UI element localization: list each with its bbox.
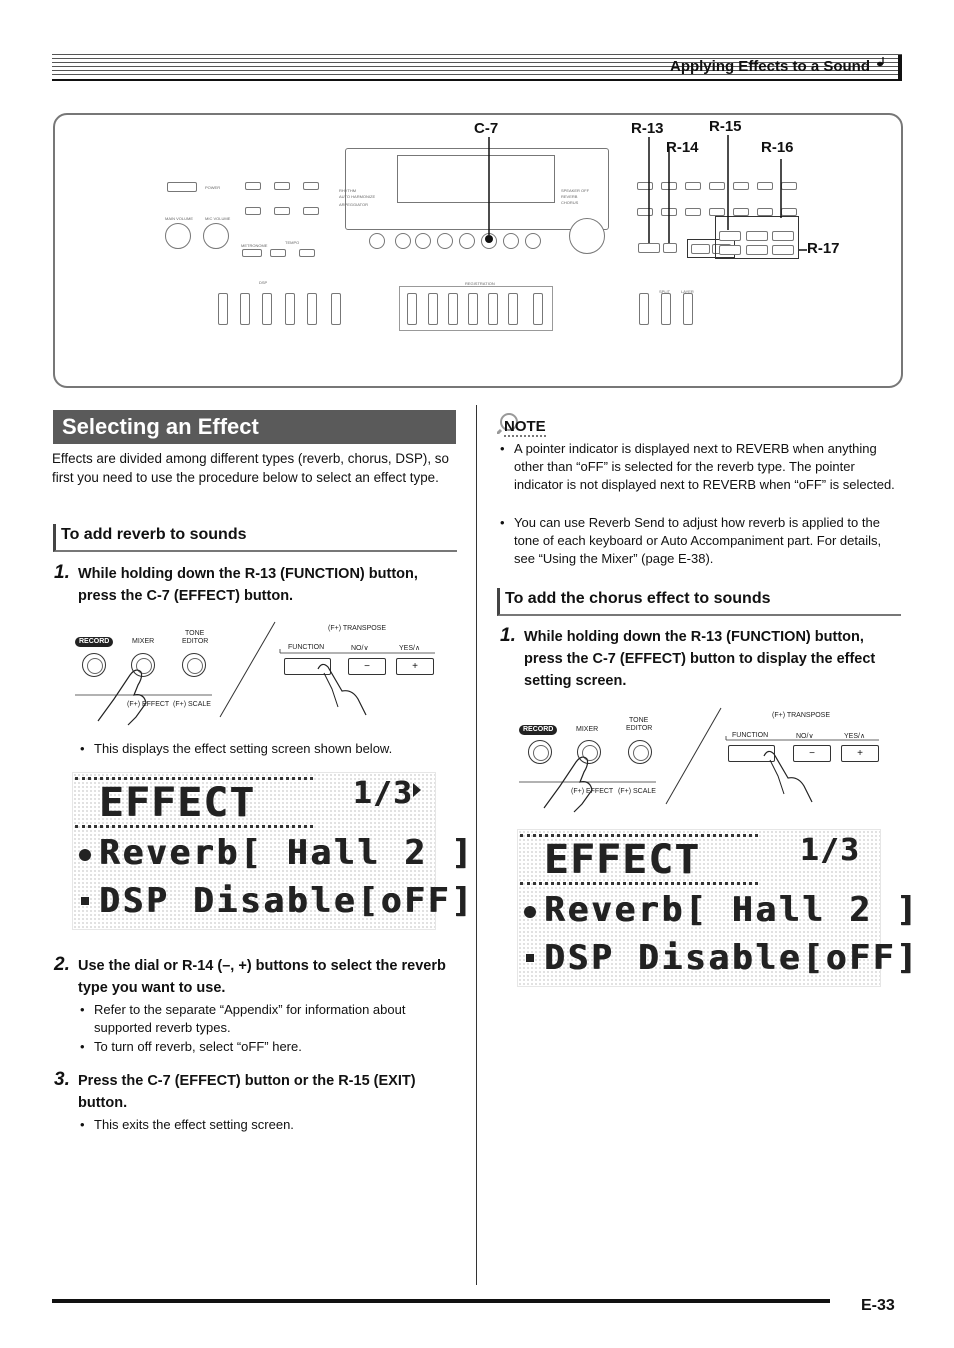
lcd-line-2: Reverb[ Hall 2 ] <box>99 833 475 873</box>
right-step-1-number: 1. <box>500 625 516 646</box>
reverb-label: SPEAKER OFF <box>561 188 590 193</box>
panel-key <box>448 293 458 325</box>
mixer-label: MIXER <box>576 726 599 733</box>
step-2-bullet-1: • Refer to the separate “Appendix” for information about supported reverb types. <box>94 1001 454 1037</box>
callout-r17: R-17 <box>807 240 840 257</box>
panel-key <box>307 293 317 325</box>
panel-key <box>262 293 272 325</box>
panel-key <box>285 293 295 325</box>
tone-label: TONE <box>629 717 649 724</box>
lcd-line-2: Reverb[ Hall 2 ] <box>544 890 920 930</box>
effect-label: (F+) EFFECT <box>571 788 614 795</box>
effect-lcd-screen-2 <box>517 829 920 987</box>
mic-volume-label: MIC VOLUME <box>205 216 231 221</box>
dsp-label: CHORUS <box>561 200 579 205</box>
arpeggiator-label: AUTO HARMONIZE <box>339 194 376 199</box>
lcd-marker-icon <box>526 954 534 962</box>
note-label: NOTE <box>504 418 546 435</box>
plus-button: + <box>841 745 879 762</box>
step-3-text: Press the C-7 (EFFECT) button or the R-15 (EXIT) button. <box>78 1073 416 1111</box>
function-label: FUNCTION <box>732 732 769 739</box>
right-step-1-text: While holding down the R-13 (FUNCTION) button, press the C-7 (EFFECT) button to display the effect setting screen. <box>524 629 876 689</box>
editor-label: EDITOR <box>626 725 653 732</box>
no-label: NO/∨ <box>351 645 369 652</box>
layer-label: LAYER <box>681 289 694 294</box>
note-bullet-1: • A pointer indicator is displayed next to REVERB when anything other than “oFF” is selected for the reverb type. The pointer indicator is not displayed next to REVERB when “oFF” is selected. <box>514 440 900 494</box>
subhead-reverb: To add reverb to sounds <box>53 524 457 552</box>
hand-drawing <box>70 617 440 729</box>
panel-key <box>468 293 478 325</box>
lcd-line-1: EFFECT <box>99 780 256 826</box>
lcd-next-arrow-icon <box>413 783 421 797</box>
chorus-label: REVERB <box>561 194 578 199</box>
panel-key <box>218 293 228 325</box>
callout-r15: R-15 <box>709 118 742 135</box>
step-2-number: 2. <box>54 954 70 975</box>
function-label: FUNCTION <box>288 644 325 651</box>
function-effect-illustration <box>70 617 440 729</box>
page-number: E-33 <box>861 1297 895 1314</box>
scale-label: (F+) SCALE <box>173 701 211 708</box>
lcd-pointer-icon <box>524 906 536 918</box>
step-1-number: 1. <box>54 562 70 583</box>
hand-drawing <box>514 706 884 818</box>
column-divider <box>476 405 477 1285</box>
metronome-label: METRONOME <box>241 243 268 248</box>
section-title: Selecting an Effect <box>53 410 456 444</box>
lcd-page-indicator: 1/3 <box>800 833 861 868</box>
rhythm-controller-label: DSP <box>259 280 268 285</box>
callout-r13: R-13 <box>631 120 664 137</box>
lcd-dot-rule <box>75 825 313 831</box>
panel-key <box>508 293 518 325</box>
callout-c7: C-7 <box>474 120 499 137</box>
record-label: RECORD <box>519 725 557 735</box>
step-1-text: While holding down the R-13 (FUNCTION) button, press the C-7 (EFFECT) button. <box>78 566 418 604</box>
intro-paragraph: Effects are divided among different types (reverb, chorus, DSP), so first you need to use the procedure below to select an effect type. <box>52 451 449 485</box>
page-header-title: Applying Effects to a Sound <box>669 58 870 75</box>
transpose-label: (F+) TRANSPOSE <box>328 625 387 632</box>
function-effect-illustration-2 <box>514 706 884 818</box>
panel-key <box>488 293 498 325</box>
split-label: SPLIT <box>659 289 671 294</box>
no-label: NO/∨ <box>796 733 814 740</box>
editor-label: EDITOR <box>182 638 209 645</box>
music-note-icon <box>874 55 902 79</box>
footer-rule <box>52 1299 830 1303</box>
keyboard-control-panel <box>53 113 903 388</box>
auto-harmonize-label: RHYTHM <box>339 188 357 193</box>
mixer-label: MIXER <box>132 638 155 645</box>
scale-label: (F+) SCALE <box>618 788 656 795</box>
callout-r16: R-16 <box>761 139 794 156</box>
lcd-line-3: DSP Disable[oFF] <box>99 881 475 921</box>
step-3-bullet: • This exits the effect setting screen. <box>94 1116 454 1134</box>
minus-button: − <box>793 745 831 762</box>
registration-label: REGISTRATION <box>465 281 495 286</box>
lcd-page-indicator: 1/3 <box>353 776 414 811</box>
step-1-bullet: • This displays the effect setting screen shown below. <box>94 740 454 758</box>
tempo-label: TEMPO <box>285 240 300 245</box>
store-key <box>533 293 543 325</box>
record-label: RECORD <box>75 637 113 647</box>
lcd-pointer-icon <box>79 849 91 861</box>
minus-button: − <box>348 658 386 675</box>
panel-key <box>240 293 250 325</box>
panel-key <box>331 293 341 325</box>
lcd-line-3: DSP Disable[oFF] <box>544 938 920 978</box>
lcd-line-1: EFFECT <box>544 837 701 883</box>
tone-label: TONE <box>185 630 205 637</box>
subhead-chorus: To add the chorus effect to sounds <box>497 588 901 616</box>
callout-r14: R-14 <box>666 139 699 156</box>
speaker-off-label: ARPEGGIATOR <box>339 202 368 207</box>
power-label: POWER <box>205 185 221 190</box>
split-key <box>661 293 671 325</box>
yes-label: YES/∧ <box>844 733 866 740</box>
transpose-label: (F+) TRANSPOSE <box>772 712 831 719</box>
step-2-bullet-2: • To turn off reverb, select “oFF” here. <box>94 1038 454 1056</box>
effect-label: (F+) EFFECT <box>127 701 170 708</box>
effect-lcd-screen <box>72 772 475 930</box>
lcd-dot-rule <box>520 882 758 888</box>
bank-key <box>407 293 417 325</box>
layer-key <box>683 293 693 325</box>
yes-label: YES/∧ <box>399 645 421 652</box>
step-3-number: 3. <box>54 1069 70 1090</box>
lcd-marker-icon <box>81 897 89 905</box>
panel-key <box>428 293 438 325</box>
plus-button: + <box>396 658 434 675</box>
panel-key <box>639 293 649 325</box>
step-2-text: Use the dial or R-14 (–, +) buttons to select the reverb type you want to use. <box>78 958 446 996</box>
note-bullet-2: • You can use Reverb Send to adjust how reverb is applied to the tone of each keyboard or Auto Accompaniment part. For details, see “Using the Mixer” (page E-38). <box>514 514 900 568</box>
main-volume-label: MAIN VOLUME <box>165 216 194 221</box>
